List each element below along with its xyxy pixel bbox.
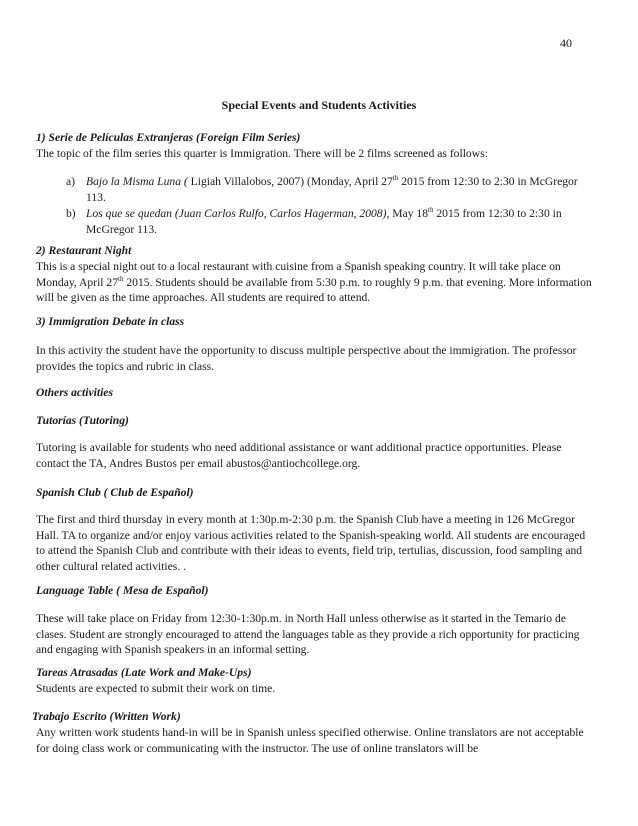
film-item-b-tail: 2015 from 12:30 to 2:30 in McGregor 113. xyxy=(86,207,562,236)
late-work-text: Students are expected to submit their work on time. xyxy=(36,682,276,695)
film-item-a xyxy=(66,174,596,205)
debate-text: In this activity the student have the opportunity to discuss multiple perspective about the immigration. The professor provides the topics and rubric in class. xyxy=(36,344,577,373)
restaurant-text-2: 2015. Students should be available from 5:30 p.m. to roughly 9 p.m. that evening. More information will be given as the time approaches. All students are required to attend. xyxy=(36,275,592,304)
restaurant-sup: th xyxy=(118,274,124,283)
written-work-text: Any written work students hand-in will be in Spanish unless specified otherwise. Online translators are not acceptable for doing class work or communicating with the instructor. The use of online translators will be xyxy=(36,726,584,755)
restaurant-text xyxy=(36,259,596,306)
late-work-heading: Tareas Atrasadas (Late Work and Make-Ups) xyxy=(36,666,252,679)
film-item-b-marker: b) xyxy=(66,207,76,220)
language-table-text: These will take place on Friday from 12:30-1:30p.m. in North Hall unless otherwise as it started in the Temario de clases. Student are strongly encouraged to attend the languages table as they provide a rich opportunity for practicing and engaging with Spanish speakers in an informal setting. xyxy=(36,612,580,656)
tutoring-heading: Tutorías (Tutoring) xyxy=(36,414,129,427)
language-table-heading: Language Table ( Mesa de Español) xyxy=(36,584,209,597)
spanish-club-text: The first and third thursday in every month at 1:30p.m-2:30 p.m. the Spanish Club have a meeting in 126 McGregor Hall. TA to organize and/or enjoy various activities related to the Spanish-speaking world. All students are encouraged to attend the Spanish Club and contribute with their ideas to events, field trip, tertulias, discussion, food sampling and other cultural related activities. . xyxy=(36,513,586,573)
spanish-club-heading: Spanish Club ( Club de Español) xyxy=(36,486,194,499)
film-item-b xyxy=(66,206,596,237)
film-item-a-title: Bajo la Misma Luna ( xyxy=(86,175,188,188)
written-work-heading: Trabajo Escrito (Written Work) xyxy=(32,710,181,723)
film-item-a-details: Ligiah Villalobos, 2007) (Monday, April 27 xyxy=(187,175,393,188)
restaurant-text-1: This is a special night out to a local restaurant with cuisine from a Spanish speaking country. It will take place on Monday, April 27 xyxy=(36,260,561,289)
film-item-b-title: Los que se quedan (Juan Carlos Rulfo, Carlos Hagerman, 2008), xyxy=(86,207,390,220)
film-item-b-details: May 18 xyxy=(389,207,429,220)
debate-heading: 3) Immigration Debate in class xyxy=(36,315,185,328)
page-number: 40 xyxy=(560,36,572,50)
page-title: Special Events and Students Activities xyxy=(221,98,417,112)
others-heading: Others activities xyxy=(36,386,113,399)
film-item-a-marker: a) xyxy=(66,175,76,188)
film-item-a-sup: th xyxy=(392,174,399,183)
tutoring-text: Tutoring is available for students who need additional assistance or want additional practice opportunities. Please contact the TA, Andres Bustos per email abustos@antiochcollege.org. xyxy=(36,441,562,470)
restaurant-heading: 2) Restaurant Night xyxy=(36,244,132,257)
film-item-a-tail: 2015 from 12:30 to 2:30 in McGregor 113. xyxy=(86,175,578,204)
film-series-intro: The topic of the film series this quarter is Immigration. There will be 2 films screened as follows: xyxy=(36,147,488,160)
film-item-b-sup: th xyxy=(428,206,434,215)
film-series-heading: 1) Serie de Películas Extranjeras (Foreign Film Series) xyxy=(36,131,301,144)
